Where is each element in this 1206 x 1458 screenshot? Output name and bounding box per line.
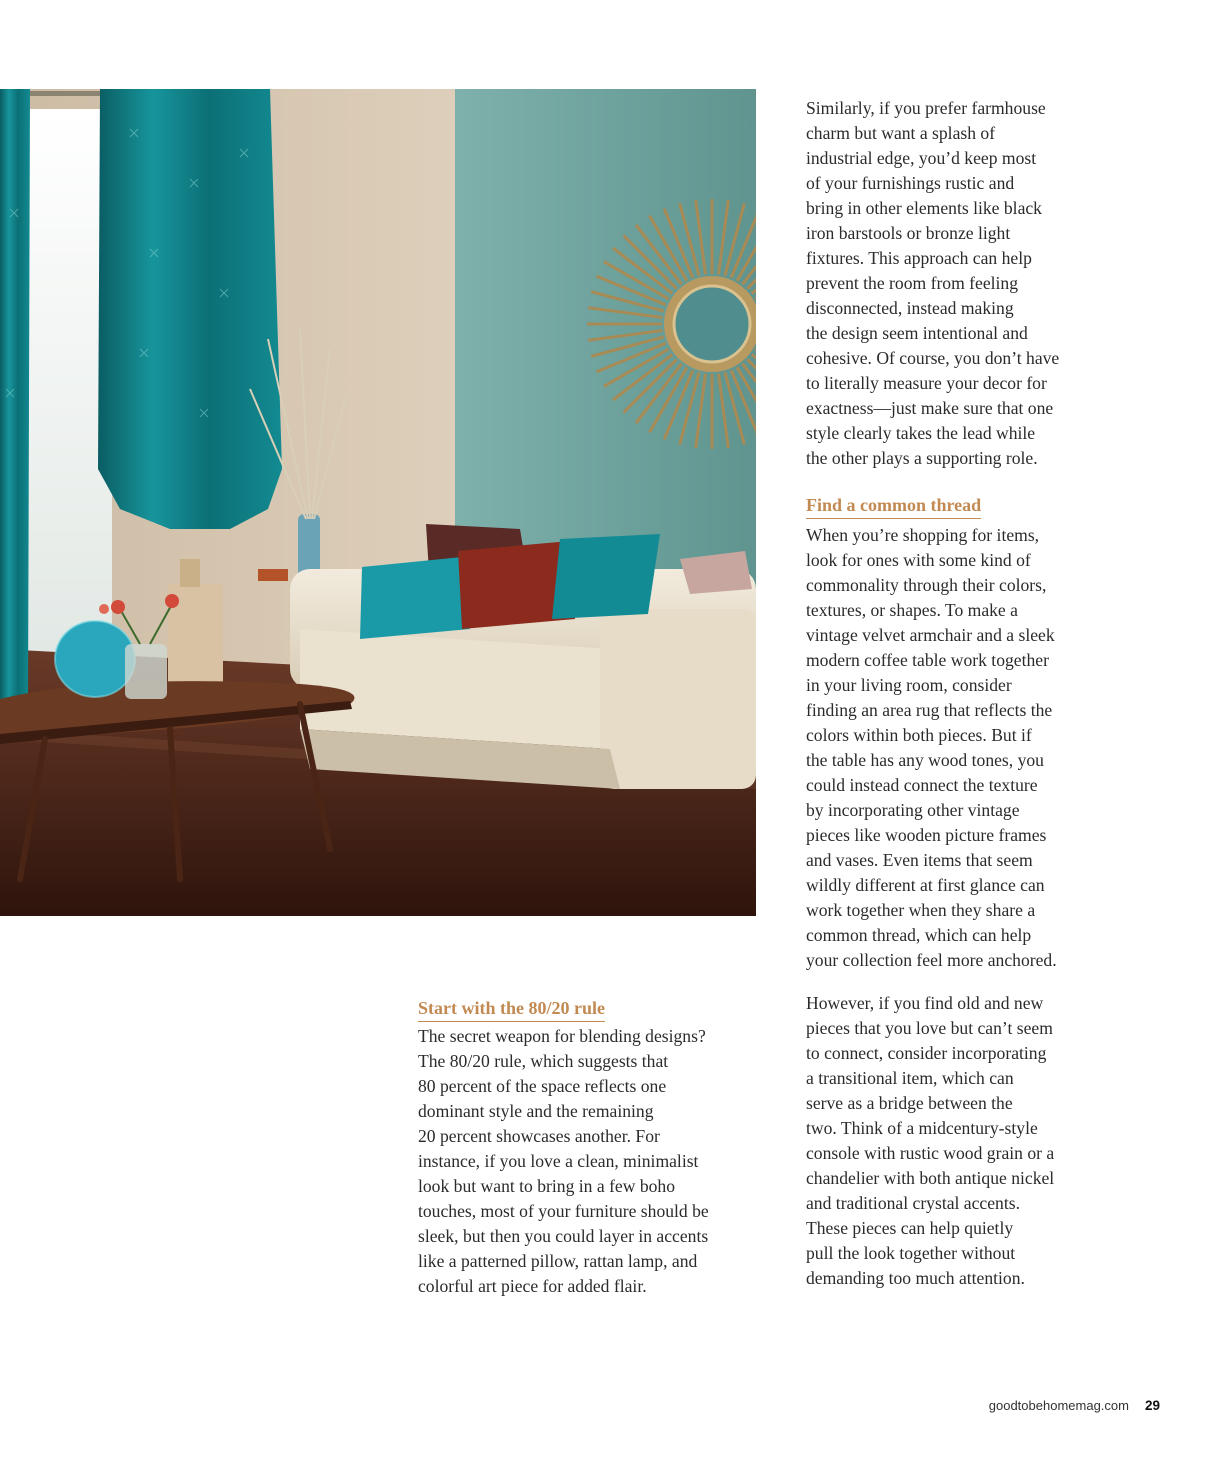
paragraph-8020-rule: The secret weapon for blending designs? The 80/20 rule, which suggests that 80 percent of the space reflects one dominant style and the remaining 20 percent showcases another. For instance, if you love a clean, minimalist look but want to bring in a few boho touches, most of your furniture should be sleek, but then you could layer in accents like a patterned pillow, rattan lamp, and colorful art piece for added flair. (418, 1026, 709, 1296)
heading-8020-rule: Start with the 80/20 rule (418, 996, 605, 1022)
right-column (806, 96, 1106, 1291)
paragraph-common-thread: When you’re shopping for items, look for ones with some kind of commonality through their colors, textures, or shapes. To make a vintage velvet armchair and a sleek modern coffee table work together in your living room, consider finding an area rug that reflects the colors within both pieces. But if the table has any wood tones, you could instead connect the texture by incorporating other vintage pieces like wooden picture frames and vases. Even items that seem wildly different at first glance can work together when they share a common thread, which can help your collection feel more anchored. (806, 525, 1057, 970)
living-room-photo (0, 89, 756, 916)
paragraph-transitional-item: However, if you find old and new pieces that you love but can’t seem to connect, consider incorporating a transitional item, which can serve as a bridge between the two. Think of a midcentury-style console with rustic wood grain or a chandelier with both antique nickel and traditional crystal accents. These pieces can help quietly pull the look together without demanding too much attention. (806, 993, 1055, 1288)
paragraph-farmhouse: Similarly, if you prefer farmhouse charm but want a splash of industrial edge, you’d keep most of your furnishings rustic and bring in other elements like black iron barstools or bronze light fixtures. This approach can help prevent the room from feeling disconnected, instead making the design seem intentional and cohesive. Of course, you don’t have to literally measure your decor for exactness—just make sure that one style clearly takes the lead while the other plays a supporting role. (806, 98, 1060, 468)
page-number: 29 (1144, 1398, 1160, 1413)
section-8020 (418, 996, 758, 1299)
heading-common-thread: Find a common thread (806, 493, 981, 519)
page-footer (989, 1398, 1160, 1413)
footer-website: goodtobehomemag.com (988, 1398, 1129, 1413)
